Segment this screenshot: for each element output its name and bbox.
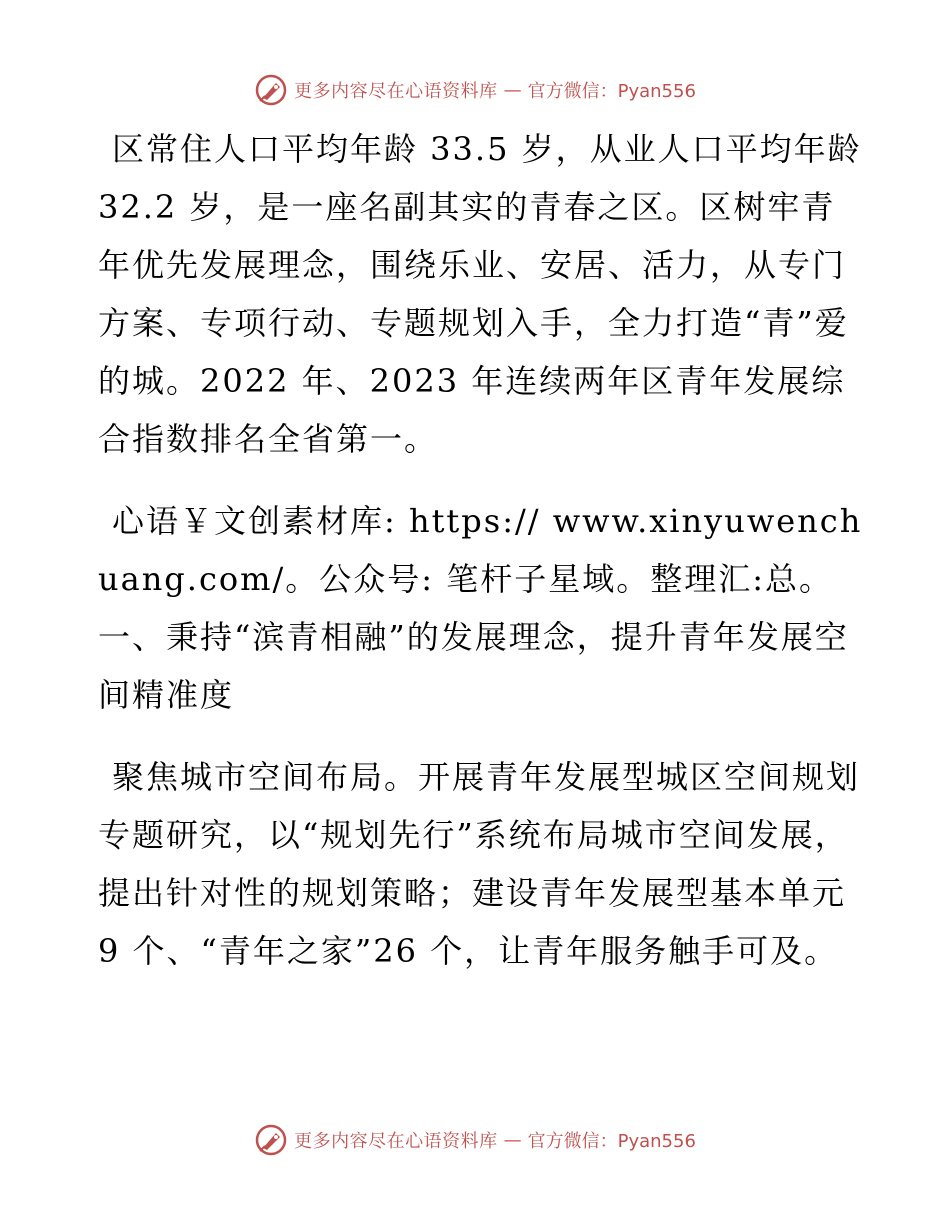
header-banner-title: 更多内容尽在心语资料库 bbox=[294, 81, 498, 102]
footer-banner-separator: — bbox=[503, 1129, 522, 1151]
paragraph-2: 心语￥文创素材库: https:// www.xinyuwenchuang.com/。公众号: 笔杆子星域。整理汇:总。一、秉持“滨青相融”的发展理念，提升青年发展空间精准度 bbox=[98, 502, 863, 714]
pen-nib-logo-icon bbox=[254, 73, 288, 107]
header-banner bbox=[0, 70, 950, 110]
footer-banner-title: 更多内容尽在心语资料库 bbox=[294, 1131, 498, 1152]
header-banner-wechat: 官方微信：Pyan556 bbox=[527, 81, 696, 102]
footer-banner bbox=[0, 1120, 950, 1160]
paragraph-1: 区常住人口平均年龄 33.5 岁，从业人口平均年龄 32.2 岁，是一座名副其实的青春之区。区树牢青年优先发展理念，围绕乐业、安居、活力，从专门方案、专项行动、专题规划入手，全力打造“青”爱的城。2022 年、2023 年连续两年区青年发展综合指数排名全省第一。 bbox=[98, 130, 862, 458]
pen-nib-logo-icon bbox=[254, 1123, 288, 1157]
header-banner-separator: — bbox=[503, 79, 522, 101]
footer-banner-wechat: 官方微信：Pyan556 bbox=[527, 1131, 696, 1152]
paragraph-3: 聚焦城市空间布局。开展青年发展型城区空间规划专题研究，以“规划先行”系统布局城市空间发展，提出针对性的规划策略；建设青年发展型基本单元 9 个、“青年之家”26 个，让青年服务触手可及。 bbox=[98, 758, 861, 970]
document-body bbox=[98, 120, 868, 1004]
